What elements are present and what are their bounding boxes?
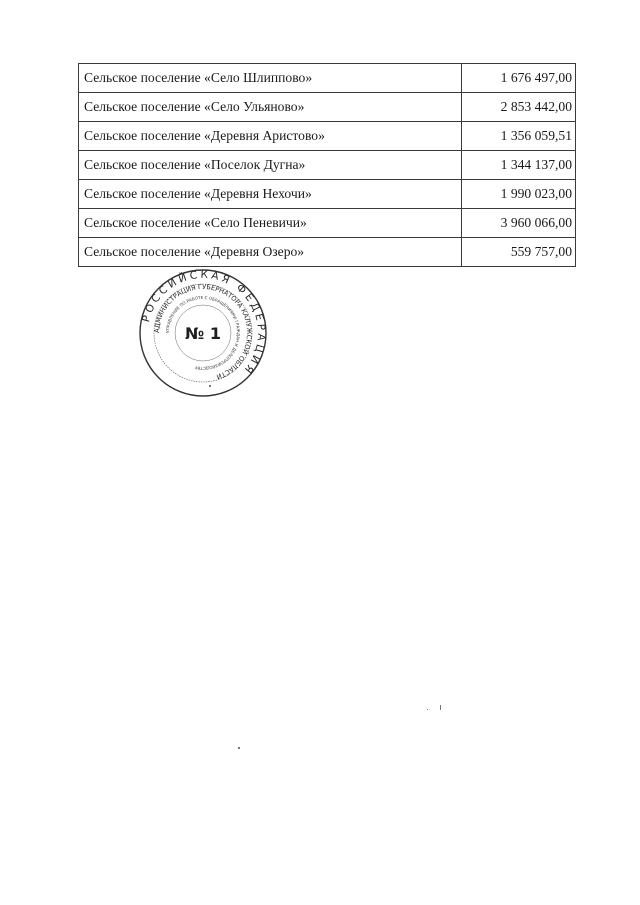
seal-inner-text: УПРАВЛЕНИЕ ПО РАБОТЕ С ОБРАЩЕНИЯМИ ГРАЖДАН И ДЕЛОПРОИЗВОДСТВУ	[164, 294, 242, 372]
table-row	[79, 209, 576, 238]
settlement-amount: 1 990 023,00	[462, 180, 576, 209]
table-row	[79, 93, 576, 122]
scan-speck	[427, 709, 428, 710]
settlement-amount: 3 960 066,00	[462, 209, 576, 238]
seal-outer-text: РОССИЙСКАЯ ФЕДЕРАЦИЯ	[140, 268, 268, 378]
table-row	[79, 64, 576, 93]
settlement-amount: 1 676 497,00	[462, 64, 576, 93]
table-row	[79, 180, 576, 209]
settlement-amount: 1 344 137,00	[462, 151, 576, 180]
settlement-amount: 1 356 059,51	[462, 122, 576, 151]
table-row	[79, 122, 576, 151]
allocation-table	[78, 63, 576, 267]
settlement-name: Сельское поселение «Село Ульяново»	[79, 93, 462, 122]
settlement-amount: 559 757,00	[462, 238, 576, 267]
settlement-name: Сельское поселение «Село Пеневичи»	[79, 209, 462, 238]
settlement-name: Сельское поселение «Поселок Дугна»	[79, 151, 462, 180]
scan-speck	[440, 705, 441, 710]
settlement-name: Сельское поселение «Деревня Нехочи»	[79, 180, 462, 209]
settlement-name: Сельское поселение «Село Шлиппово»	[79, 64, 462, 93]
table-row	[79, 151, 576, 180]
table-row	[79, 238, 576, 267]
official-seal-stamp	[138, 268, 268, 398]
scan-speck	[209, 385, 211, 387]
settlement-amount: 2 853 442,00	[462, 93, 576, 122]
settlement-name: Сельское поселение «Деревня Аристово»	[79, 122, 462, 151]
seal-middle-text: АДМИНИСТРАЦИЯ ГУБЕРНАТОРА КАЛУЖСКОЙ ОБЛАСТИ	[152, 282, 254, 381]
scan-speck	[238, 747, 240, 749]
seal-number: № 1	[185, 324, 221, 343]
settlement-name: Сельское поселение «Деревня Озеро»	[79, 238, 462, 267]
